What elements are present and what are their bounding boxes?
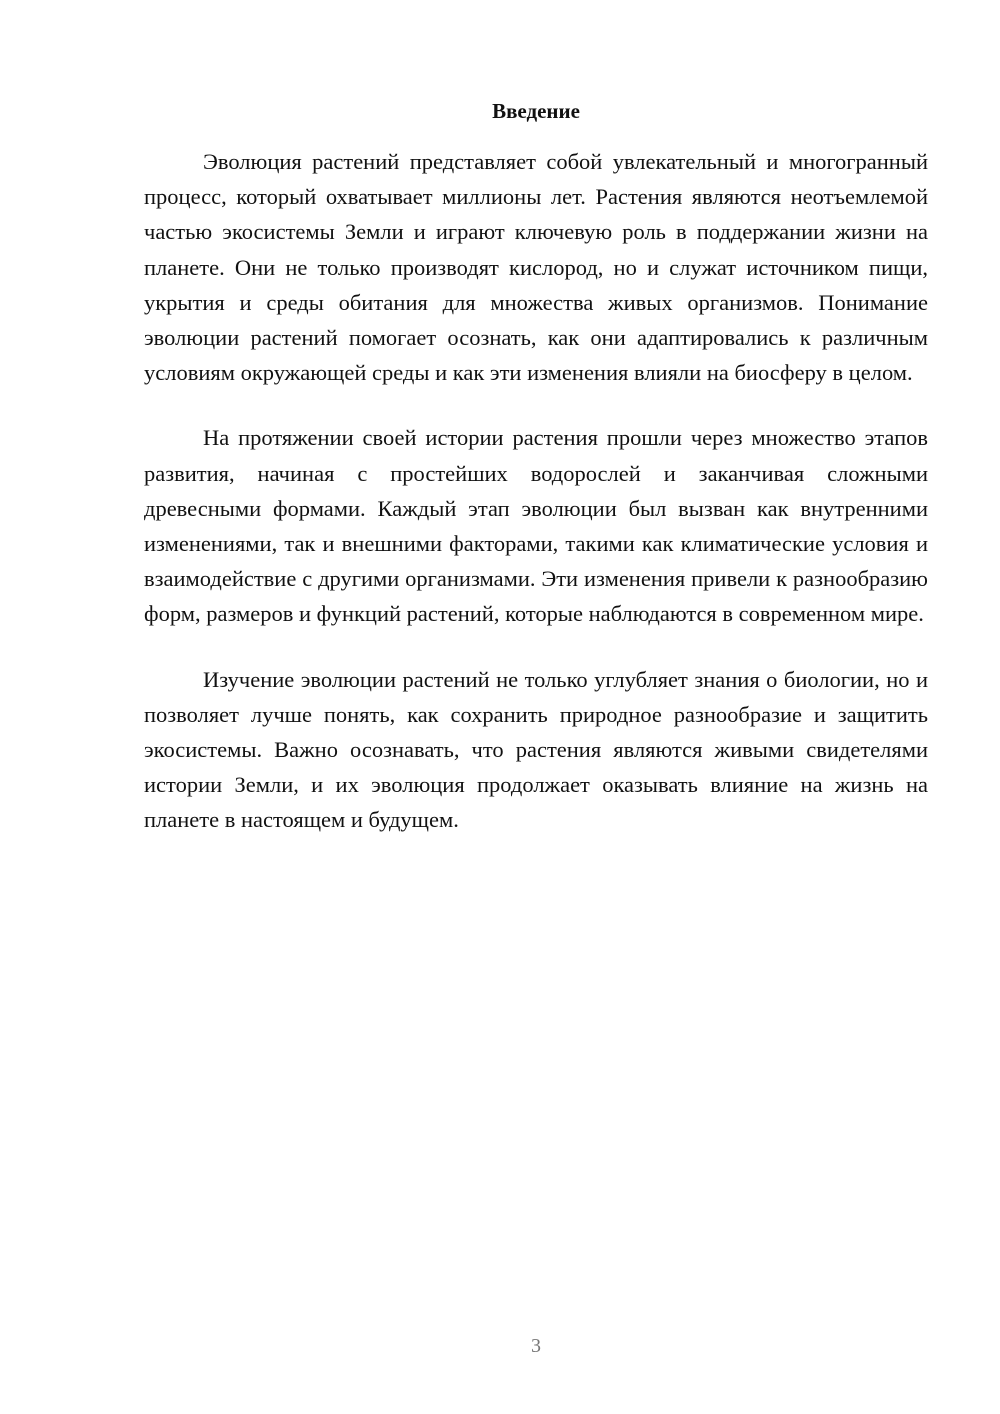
paragraph-3: Изучение эволюции растений не только углубляет знания о биологии, но и позволяет лучше понять, как сохранить природное разнообразие и защитить экосистемы. Важно осознавать, что растения являются живыми свидетелями истории Земли, и их эволюция продолжает оказывать влияние на жизнь на планете в настоящем и будущем. (144, 666, 928, 833)
section-heading: Введение (492, 99, 580, 123)
paragraph-2: На протяжении своей истории растения прошли через множество этапов развития, начиная с простейших водорослей и заканчивая сложными древесными формами. Каждый этап эволюции был вызван как внутренними изменениями, так и внешними факторами, такими как климатические условия и взаимодействие с другими организмами. Эти изменения привели к разнообразию форм, размеров и функций растений, которые наблюдаются в современном мире. (144, 425, 928, 627)
paragraph-1: Эволюция растений представляет собой увлекательный и многогранный процесс, который охватывает миллионы лет. Растения являются неотъемлемой частью экосистемы Земли и играют ключевую роль в поддержании жизни на планете. Они не только производят кислород, но и служат источником пищи, укрытия и среды обитания для множества живых организмов. Понимание эволюции растений помогает осознать, как они адаптировались к различным условиям окружающей среды и как эти изменения влияли на биосферу в целом. (144, 149, 928, 386)
page-number: 3 (531, 1335, 541, 1357)
body-text (144, 144, 928, 868)
